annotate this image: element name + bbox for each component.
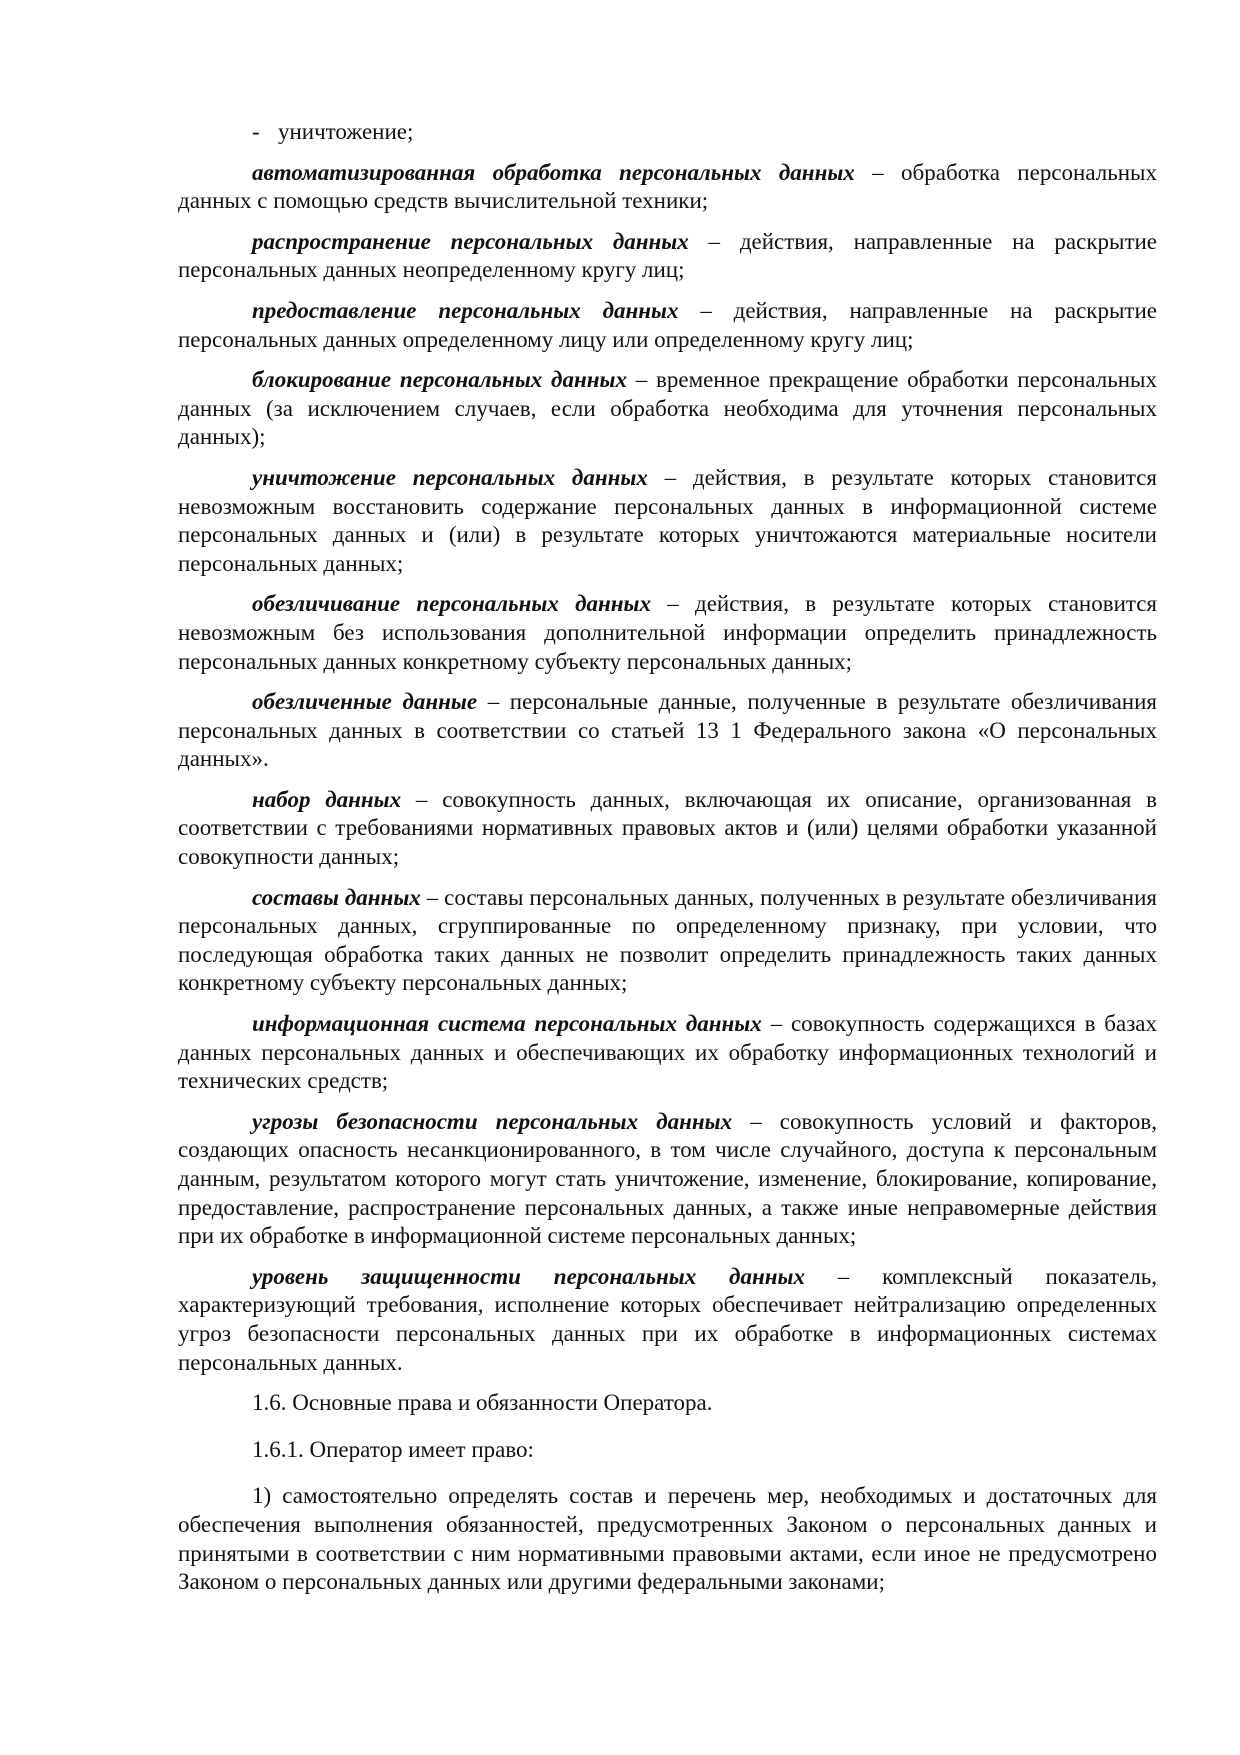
definition-text: – совокупность содержащихся в базах данных персональных данных и обеспечивающих их обработку информационных технологий и технических средств; [178,1011,1157,1094]
definition-depersonalization [178,590,1157,676]
definition-term: угрозы безопасности персональных данных [252,1108,733,1134]
definition-term: блокирование персональных данных [252,367,627,393]
list-item-text: уничтожение; [278,119,414,144]
definition-text: – составы персональных данных, полученных в результате обезличивания персональных данных, сгруппированные по определенному признаку, при условии, что последующая обработка таких данных не позволит определить принадлежность таких данных конкретному субъекту персональных данных; [178,884,1157,996]
definition-text: – персональные данные, полученные в результате обезличивания персональных данных в соответствии со статьей 13 1 Федерального закона «О персональных данных». [178,689,1157,772]
dash-marker: - [252,119,260,144]
definition-data-set [178,786,1157,872]
definition-term: обезличенные данные [252,689,478,715]
definition-automated-processing [178,159,1157,216]
rights-item-1: 1) самостоятельно определять состав и перечень мер, необходимых и достаточных для обеспечения выполнения обязанностей, предусмотренных Законом о персональных данных и принятыми в соответствии с ним нормативными правовыми актами, если иное не предусмотрено Законом о персональных данных или другими федеральными законами; [178,1483,1157,1595]
definition-blocking [178,366,1157,452]
document-body [178,118,1157,1609]
definition-text: – комплексный показатель, характеризующий требования, исполнение которых обеспечивает нейтрализацию определенных угроз безопасности персональных данных при их обработке в информационных системах персональных данных. [178,1263,1157,1375]
section-heading-1-6-1: 1.6.1. Оператор имеет право: [252,1436,534,1462]
definition-term: информационная система персональных данных [252,1011,762,1037]
definition-term: автоматизированная обработка персональных данных [252,159,855,185]
definition-protection-level [178,1263,1157,1377]
definition-security-threats [178,1108,1157,1251]
list-item-destruction [178,118,1157,147]
definition-term: уничтожение персональных данных [252,464,648,490]
section-heading-1-6: 1.6. Основные права и обязанности Оператора. [252,1390,713,1416]
definition-information-system [178,1010,1157,1096]
definition-text: – совокупность данных, включающая их описание, организованная в соответствии с требованиями нормативных правовых актов и (или) целями обработки указанной совокупности данных; [178,786,1157,870]
definition-provision [178,297,1157,354]
definition-destruction [178,464,1157,578]
definition-text: – обработка персональных данных с помощью средств вычислительной техники; [178,159,1157,214]
definition-text: – действия, направленные на раскрытие персональных данных неопределенному кругу лиц; [178,228,1158,283]
definition-term: предоставление персональных данных [252,297,679,323]
definition-term: обезличивание персональных данных [252,591,651,617]
definition-text: – временное прекращение обработки персональных данных (за исключением случаев, если обработка необходима для уточнения персональных данных); [178,367,1157,450]
definition-text: – совокупность условий и факторов, создающих опасность несанкционированного, в том числе случайного, доступа к персональным данным, результатом которого могут стать уничтожение, изменение, блокирование, копирование, предоставление, распространение персональных данных, а также иные неправомерные действия при их обработке в информационной системе персональных данных; [178,1108,1157,1249]
definition-term: уровень защищенности персональных данных [252,1263,805,1289]
definition-term: составы данных [252,884,421,910]
definition-term: набор данных [252,786,402,812]
definition-term: распространение персональных данных [252,228,689,254]
definition-data-compositions [178,884,1157,998]
definition-dissemination [178,228,1157,285]
definition-text: – действия, в результате которых становится невозможным восстановить содержание персональных данных в информационной системе персональных данных и (или) в результате которых уничтожаются материальные носители персональных данных; [178,464,1157,576]
definition-text: – действия, в результате которых становится невозможным без использования дополнительной информации определить принадлежность персональных данных конкретному субъекту персональных данных; [178,591,1157,674]
definition-depersonalized-data [178,688,1157,774]
definition-text: – действия, направленные на раскрытие персональных данных определенному лицу или определенному кругу лиц; [178,297,1157,352]
